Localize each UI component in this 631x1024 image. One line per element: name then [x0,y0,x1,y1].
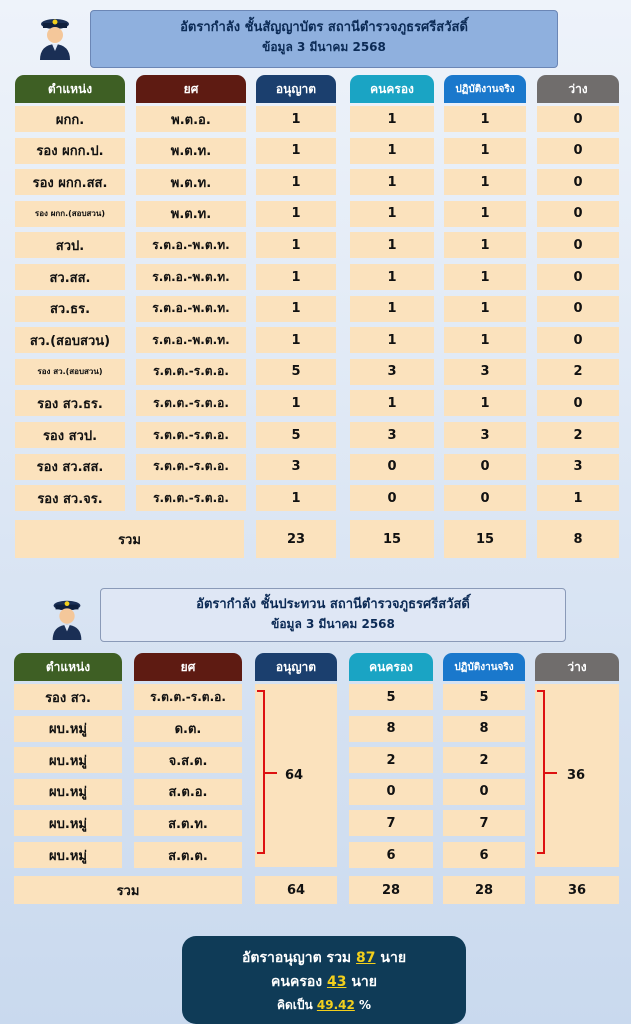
section1-occupied-cell: 0 [350,485,434,511]
section2-working-cell: 6 [443,842,525,868]
section1-total-occupied: 15 [350,520,434,558]
police-officer-icon [38,14,72,60]
section1-vacant-cell: 0 [537,390,619,416]
section1-vacant-cell: 3 [537,454,619,480]
section2-position-cell: รอง สว. [14,684,122,710]
section2-vacant-brace-tick [545,772,557,774]
section2-position-cell: ผบ.หมู่ [14,716,122,742]
section1-allowed-cell: 1 [256,106,336,132]
summary-occupied-unit: นาย [351,974,377,990]
section2-position-cell: ผบ.หมู่ [14,747,122,773]
section1-allowed-cell: 5 [256,359,336,385]
section1-rank-cell: ร.ต.ต.-ร.ต.อ. [136,390,246,416]
section2-allowed-merged: 64 [255,684,337,867]
section2-rank-cell: ส.ต.ต. [134,842,242,868]
section1-position-cell: รอง สว.ธร. [15,390,125,416]
section1-working-cell: 1 [444,138,526,164]
section1-total-working: 15 [444,520,526,558]
section1-occupied-cell: 1 [350,264,434,290]
section2-occupied-cell: 5 [349,684,433,710]
section2-total-allowed: 64 [255,876,337,904]
section1-header-working: ปฏิบัติงานจริง [444,75,526,103]
section1-working-cell: 3 [444,359,526,385]
section1-vacant-cell: 0 [537,169,619,195]
section1-allowed-cell: 1 [256,201,336,227]
section1-position-cell: สว.สส. [15,264,125,290]
section1-rank-cell: ร.ต.ต.-ร.ต.อ. [136,485,246,511]
section1-working-cell: 0 [444,454,526,480]
section1-title: อัตรากำลัง ชั้นสัญญาบัตร สถานีตำรวจภูธรศรีสวัสดิ์ [180,20,468,35]
summary-percent-value: 49.42 [316,998,355,1012]
section1-position-cell: สว.(สอบสวน) [15,327,125,353]
section2-total-vacant: 36 [535,876,619,904]
section1-total-allowed: 23 [256,520,336,558]
section1-occupied-cell: 1 [350,296,434,322]
section1-occupied-cell: 3 [350,422,434,448]
section1-rank-cell: ร.ต.ต.-ร.ต.อ. [136,454,246,480]
section1-header-vacant: ว่าง [537,75,619,103]
summary-percent-label: คิดเป็น [276,998,313,1012]
section1-vacant-cell: 1 [537,485,619,511]
police-officer-icon [50,596,84,640]
summary-occupied-value: 43 [326,974,347,990]
section1-header-position: ตำแหน่ง [15,75,125,103]
section1-working-cell: 1 [444,296,526,322]
section1-allowed-cell: 5 [256,422,336,448]
section1-position-cell: รอง สวป. [15,422,125,448]
section1-rank-cell: พ.ต.ท. [136,138,246,164]
section1-allowed-cell: 3 [256,454,336,480]
section1-vacant-cell: 0 [537,232,619,258]
section2-title-banner [100,588,566,642]
summary-occupied-label: คนครอง [271,974,323,990]
section1-allowed-cell: 1 [256,138,336,164]
section1-header-occupied: คนครอง [350,75,434,103]
section2-title: อัตรากำลัง ชั้นประทวน สถานีตำรวจภูธรศรีสวัสดิ์ [196,597,470,612]
summary-allowed-unit: นาย [380,950,407,966]
section2-position-cell: ผบ.หมู่ [14,842,122,868]
section1-allowed-cell: 1 [256,169,336,195]
section1-position-cell: ผกก. [15,106,125,132]
section1-occupied-cell: 1 [350,201,434,227]
section2-occupied-cell: 0 [349,779,433,805]
section1-occupied-cell: 1 [350,138,434,164]
section2-header-position: ตำแหน่ง [14,653,122,681]
section1-rank-cell: พ.ต.อ. [136,106,246,132]
section2-working-cell: 0 [443,779,525,805]
section1-working-cell: 1 [444,169,526,195]
section1-date: ข้อมูล 3 มีนาคม 2568 [262,40,386,54]
section1-allowed-cell: 1 [256,327,336,353]
section1-working-cell: 1 [444,390,526,416]
section2-allowed-brace [257,690,265,854]
summary-allowed-label: อัตราอนุญาต รวม [241,950,352,966]
section1-occupied-cell: 1 [350,106,434,132]
section1-occupied-cell: 1 [350,390,434,416]
summary-allowed-value: 87 [356,950,376,966]
section1-position-cell: รอง สว.(สอบสวน) [15,359,125,385]
section2-allowed-brace-tick [265,772,277,774]
section2-total-working: 28 [443,876,525,904]
section2-occupied-cell: 2 [349,747,433,773]
section2-rank-cell: จ.ส.ต. [134,747,242,773]
section2-occupied-cell: 8 [349,716,433,742]
section1-occupied-cell: 3 [350,359,434,385]
section2-working-cell: 7 [443,810,525,836]
section1-rank-cell: ร.ต.อ.-พ.ต.ท. [136,264,246,290]
section1-occupied-cell: 0 [350,454,434,480]
section1-allowed-cell: 1 [256,485,336,511]
section2-working-cell: 5 [443,684,525,710]
section1-position-cell: รอง ผกก.(สอบสวน) [15,201,125,227]
section1-allowed-cell: 1 [256,296,336,322]
section1-vacant-cell: 0 [537,201,619,227]
section2-vacant-merged: 36 [535,684,619,867]
section1-rank-cell: ร.ต.อ.-พ.ต.ท. [136,296,246,322]
section2-header-occupied: คนครอง [349,653,433,681]
section1-vacant-cell: 2 [537,422,619,448]
section1-rank-cell: ร.ต.อ.-พ.ต.ท. [136,232,246,258]
section1-rank-cell: ร.ต.ต.-ร.ต.อ. [136,359,246,385]
section1-position-cell: รอง สว.จร. [15,485,125,511]
section1-working-cell: 1 [444,106,526,132]
section2-position-cell: ผบ.หมู่ [14,779,122,805]
section1-allowed-cell: 1 [256,390,336,416]
section2-rank-cell: ด.ต. [134,716,242,742]
summary-box [182,936,466,1024]
section2-total-occupied: 28 [349,876,433,904]
section1-working-cell: 1 [444,201,526,227]
section1-working-cell: 1 [444,264,526,290]
section2-occupied-cell: 6 [349,842,433,868]
section2-header-allowed: อนุญาต [255,653,337,681]
section1-vacant-cell: 0 [537,327,619,353]
section2-position-cell: ผบ.หมู่ [14,810,122,836]
section1-vacant-cell: 0 [537,264,619,290]
section2-working-cell: 2 [443,747,525,773]
section1-allowed-cell: 1 [256,232,336,258]
section1-working-cell: 0 [444,485,526,511]
section1-header-rank: ยศ [136,75,246,103]
section1-rank-cell: พ.ต.ท. [136,201,246,227]
section2-header-vacant: ว่าง [535,653,619,681]
section2-date: ข้อมูล 3 มีนาคม 2568 [271,617,395,631]
section2-vacant-brace [537,690,545,854]
section1-allowed-cell: 1 [256,264,336,290]
section2-total-label: รวม [14,876,242,904]
section1-position-cell: รอง สว.สส. [15,454,125,480]
section2-header-working: ปฏิบัติงานจริง [443,653,525,681]
section1-working-cell: 1 [444,232,526,258]
section2-rank-cell: ส.ต.ท. [134,810,242,836]
section1-vacant-cell: 0 [537,106,619,132]
section1-occupied-cell: 1 [350,169,434,195]
section1-vacant-cell: 0 [537,138,619,164]
section1-vacant-cell: 0 [537,296,619,322]
section1-vacant-cell: 2 [537,359,619,385]
section2-working-cell: 8 [443,716,525,742]
section2-occupied-cell: 7 [349,810,433,836]
section1-total-vacant: 8 [537,520,619,558]
section1-position-cell: สวป. [15,232,125,258]
section1-total-label: รวม [15,520,244,558]
section1-position-cell: รอง ผกก.ป. [15,138,125,164]
section1-title-banner [90,10,558,68]
section1-working-cell: 3 [444,422,526,448]
section1-position-cell: สว.ธร. [15,296,125,322]
section2-rank-cell: ส.ต.อ. [134,779,242,805]
section1-rank-cell: ร.ต.ต.-ร.ต.อ. [136,422,246,448]
section2-header-rank: ยศ [134,653,242,681]
section1-occupied-cell: 1 [350,327,434,353]
summary-percent-unit: % [359,998,372,1012]
section1-working-cell: 1 [444,327,526,353]
section1-rank-cell: พ.ต.ท. [136,169,246,195]
section1-occupied-cell: 1 [350,232,434,258]
section1-position-cell: รอง ผกก.สส. [15,169,125,195]
section2-rank-cell: ร.ต.ต.-ร.ต.อ. [134,684,242,710]
section1-rank-cell: ร.ต.อ.-พ.ต.ท. [136,327,246,353]
section1-header-allowed: อนุญาต [256,75,336,103]
